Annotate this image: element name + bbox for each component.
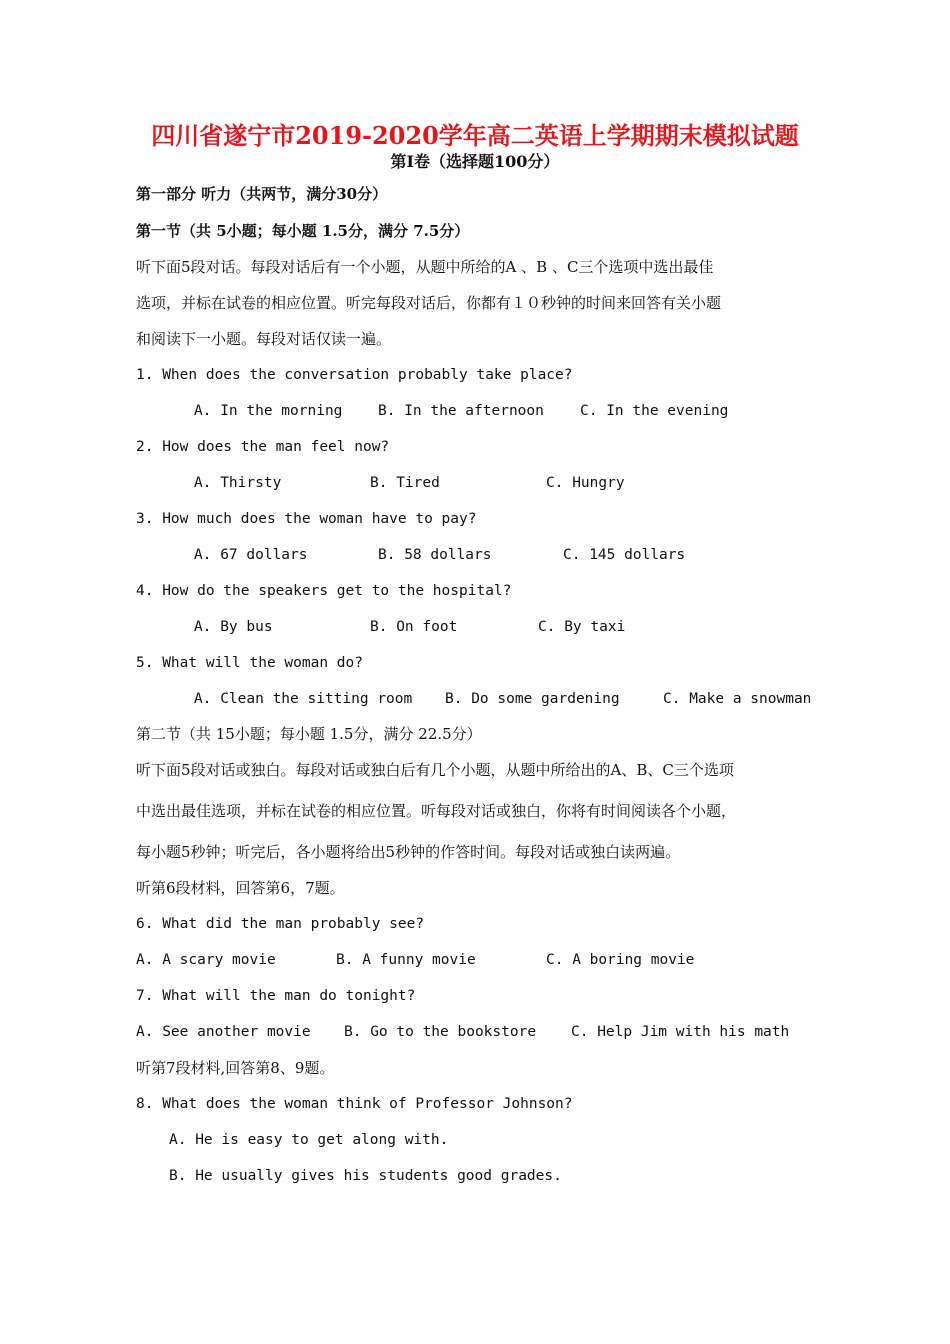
- part1-heading: 第一部分 听力（共两节，满分30分）: [136, 185, 388, 203]
- section2-instruction-line: 每小题5秒钟；听完后，各小题将给出5秒钟的作答时间。每段对话或独白读两遍。: [136, 843, 681, 861]
- question-8-option-b: B. He usually gives his students good grades.: [169, 1168, 562, 1184]
- question-4-option-c: C. By taxi: [538, 619, 626, 635]
- question-2-option-a: A. Thirsty: [194, 475, 282, 491]
- question-5-option-a: A. Clean the sitting room: [194, 691, 413, 707]
- material-7-heading: 听第7段材料,回答第8、9题。: [136, 1059, 335, 1077]
- question-3-option-c: C. 145 dollars: [563, 547, 686, 563]
- question-6-option-c: C. A boring movie: [546, 952, 695, 968]
- question-5-option-c: C. Make a snowman: [663, 691, 812, 707]
- question-5-option-b: B. Do some gardening: [445, 691, 620, 707]
- question-4-option-a: A. By bus: [194, 619, 273, 635]
- question-7-option-c: C. Help Jim with his math: [571, 1024, 790, 1040]
- exam-title: 四川省遂宁市2019-2020学年高二英语上学期期末模拟试题: [151, 121, 799, 150]
- section1-instruction-line: 和阅读下一小题。每段对话仅读一遍。: [136, 330, 392, 348]
- section1-instruction-line: 听下面5段对话。每段对话后有一个小题，从题中所给的A 、B 、C三个选项中选出最佳: [136, 258, 714, 276]
- question-1: 1. When does the conversation probably take place?: [136, 367, 573, 383]
- question-2-option-c: C. Hungry: [546, 475, 625, 491]
- question-7-option-b: B. Go to the bookstore: [344, 1024, 537, 1040]
- section1-instruction-line: 选项，并标在试卷的相应位置。听完每段对话后，你都有１０秒钟的时间来回答有关小题: [136, 294, 722, 312]
- question-3: 3. How much does the woman have to pay?: [136, 511, 477, 527]
- question-1-option-c: C. In the evening: [580, 403, 729, 419]
- question-7-option-a: A. See another movie: [136, 1024, 311, 1040]
- question-3-option-a: A. 67 dollars: [194, 547, 308, 563]
- section2-heading: 第二节（共 15小题；每小题 1.5分，满分 22.5分）: [136, 725, 482, 743]
- question-7: 7. What will the man do tonight?: [136, 988, 416, 1004]
- question-3-option-b: B. 58 dollars: [378, 547, 492, 563]
- question-5: 5. What will the woman do?: [136, 655, 363, 671]
- question-4-option-b: B. On foot: [370, 619, 458, 635]
- question-1-option-a: A. In the morning: [194, 403, 343, 419]
- section1-heading: 第一节（共 5小题；每小题 1.5分，满分 7.5分）: [136, 222, 470, 240]
- question-2-option-b: B. Tired: [370, 475, 440, 491]
- exam-subtitle: 第Ⅰ卷（选择题100分）: [390, 152, 560, 171]
- question-6-option-a: A. A scary movie: [136, 952, 276, 968]
- question-6: 6. What did the man probably see?: [136, 916, 425, 932]
- section2-instruction-line: 听下面5段对话或独白。每段对话或独白后有几个小题，从题中所给出的A、B、C三个选项: [136, 761, 734, 779]
- question-4: 4. How do the speakers get to the hospital?: [136, 583, 512, 599]
- question-6-option-b: B. A funny movie: [336, 952, 476, 968]
- material-6-heading: 听第6段材料，回答第6，7题。: [136, 879, 345, 897]
- question-1-option-b: B. In the afternoon: [378, 403, 544, 419]
- question-2: 2. How does the man feel now?: [136, 439, 390, 455]
- question-8: 8. What does the woman think of Professor Johnson?: [136, 1096, 573, 1112]
- section2-instruction-line: 中选出最佳选项，并标在试卷的相应位置。听每段对话或独白，你将有时间阅读各个小题，: [136, 802, 737, 820]
- question-8-option-a: A. He is easy to get along with.: [169, 1132, 449, 1148]
